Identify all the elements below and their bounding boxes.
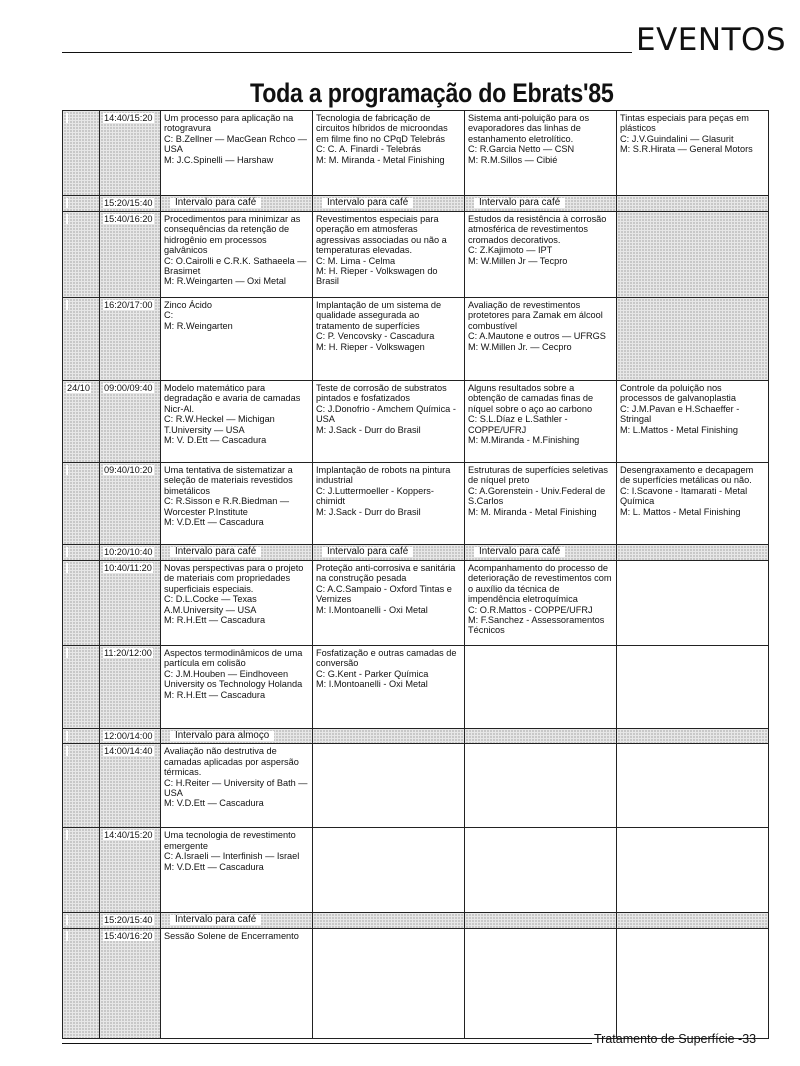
session-title: Sistema anti-poluição para os evaporadores das linhas de estanhamento eletrolítico.: [468, 113, 590, 144]
date-label: 24/10: [67, 383, 90, 393]
date-cell: [63, 913, 100, 928]
section-rule: [62, 52, 632, 53]
break-label: Intervalo para café: [474, 198, 565, 208]
session-moderator: M: R.Weingarten — Oxi Metal: [164, 276, 286, 287]
session-moderator: M: W.Millen Jr. — Cecpro: [468, 341, 572, 352]
break-cell: [617, 196, 769, 212]
session-cell: [617, 928, 769, 1038]
session-title: Teste de corrosão de substratos pintados e fosfatizados: [316, 383, 447, 404]
session-cell: [465, 646, 617, 729]
break-cell: [313, 729, 465, 744]
break-row: [63, 545, 769, 561]
session-cell: [161, 828, 313, 913]
session-cell: [617, 828, 769, 913]
time-slot: 15:20/15:40: [104, 915, 153, 926]
session-cell: [465, 463, 617, 545]
time-slot: 15:40/16:20: [104, 930, 153, 941]
session-speaker: C: O.R.Mattos - COPPE/UFRJ: [468, 604, 593, 615]
session-title: Implantação de robots na pintura industrial: [316, 465, 451, 486]
session-cell: [161, 381, 313, 463]
session-moderator: M: V.D.Ett — Cascadura: [164, 517, 264, 528]
session-moderator: M: J.Sack - Durr do Brasil: [316, 424, 421, 435]
time-cell: [100, 545, 161, 561]
session-title: Zinco Ácido: [164, 300, 213, 310]
date-label: [66, 746, 68, 756]
session-speaker: C: G.Kent - Parker Química: [316, 668, 429, 679]
session-cell: [465, 111, 617, 196]
session-speaker: C: I.Scavone - Itamarati - Metal Química: [620, 485, 748, 507]
session-cell: [465, 561, 617, 646]
session-cell: [161, 298, 313, 381]
break-label: Intervalo para almoço: [170, 731, 274, 741]
session-title: Avaliação não destrutiva de camadas aplicadas por aspersão térmicas.: [164, 746, 299, 778]
session-title: Acompanhamento do processo de deterioração de revestimentos com o auxílio da técnica de impendência eletroquímica: [468, 563, 612, 605]
session-speaker: C: J.M.Houben — Eindhoveen University os Technology Holanda: [164, 668, 303, 690]
session-speaker: C: A.Gorenstein - Univ.Federal de S.Carlos: [468, 485, 606, 507]
session-cell: [617, 646, 769, 729]
session-row: [63, 463, 769, 545]
date-label: [66, 648, 68, 658]
session-moderator: M: V.D.Ett — Cascadura: [164, 861, 264, 872]
session-cell: [313, 298, 465, 381]
session-cell: [313, 111, 465, 196]
date-label: [66, 198, 68, 208]
session-speaker: C: R.Garcia Netto — CSN: [468, 144, 575, 155]
date-label: [66, 465, 68, 475]
session-moderator: M: R.M.Sillos — Cibié: [468, 154, 558, 165]
time-cell: [100, 928, 161, 1038]
session-title: Avaliação de revestimentos protetores para Zamak em álcool combustível: [468, 300, 603, 331]
break-label: Intervalo para café: [474, 547, 565, 557]
session-speaker: C: O.Cairolli e C.R.K. Sathaeela — Brasimet: [164, 255, 307, 277]
time-slot: 14:00/14:40: [104, 746, 153, 757]
date-cell: [63, 561, 100, 646]
time-slot: 15:40/16:20: [104, 214, 153, 224]
session-title: Alguns resultados sobre a obtenção de camadas finas de níquel sobre o aço ao carbono: [468, 383, 594, 414]
time-cell: [100, 463, 161, 545]
session-title: Desengraxamento e decapagem de superfícies metálicas ou não.: [620, 465, 754, 486]
date-cell: [63, 196, 100, 212]
session-speaker: C: Z.Kajimoto — IPT: [468, 245, 553, 256]
session-cell: [313, 381, 465, 463]
date-cell: [63, 463, 100, 545]
break-row: [63, 729, 769, 744]
session-cell: [465, 381, 617, 463]
date-cell: [63, 928, 100, 1038]
session-speaker: C: J.M.Pavan e H.Schaeffer - Stringal: [620, 403, 740, 425]
session-speaker: C: R.Sisson e R.R.Biedman — Worcester P.Institute: [164, 496, 290, 517]
date-label: [66, 113, 68, 123]
date-label: [66, 931, 68, 941]
date-cell: [63, 381, 100, 463]
break-cell: [313, 196, 465, 212]
date-cell: [63, 212, 100, 298]
section-title: EVENTOS: [636, 22, 787, 58]
break-row: [63, 913, 769, 928]
break-cell: [161, 196, 313, 212]
session-cell: [161, 561, 313, 646]
session-cell: [161, 928, 313, 1038]
time-cell: [100, 913, 161, 928]
session-moderator: M: I.Montoanelli - Oxi Metal: [316, 679, 428, 690]
time-slot: 16:20/17:00: [104, 300, 153, 310]
time-slot: 10:40/11:20: [104, 563, 152, 573]
session-speaker: C: A.Mautone e outros — UFRGS: [468, 331, 606, 342]
session-moderator: M: M.Miranda - M.Finishing: [468, 435, 580, 446]
session-speaker: C: S.L.Díaz e L.Sathler - COPPE/UFRJ: [468, 414, 568, 435]
session-title: Procedimentos para minimizar as consequências da retenção de hidrogênio em processos galvânicos: [164, 214, 301, 256]
time-cell: [100, 729, 161, 744]
time-cell: [100, 646, 161, 729]
session-title: Um processo para aplicação na rotogravura: [164, 113, 294, 134]
time-slot: 15:20/15:40: [104, 198, 153, 208]
break-label: Intervalo para café: [322, 198, 413, 208]
session-row: [63, 298, 769, 381]
date-label: [66, 214, 68, 224]
session-title: Uma tecnologia de revestimento emergente: [164, 830, 296, 851]
session-row: [63, 111, 769, 196]
session-cell: [465, 212, 617, 298]
session-moderator: M: R.H.Ett — Cascadura: [164, 689, 266, 700]
break-cell: [465, 913, 617, 928]
time-cell: [100, 196, 161, 212]
session-title: Controle da poluição nos processos de galvanoplastia: [620, 383, 736, 404]
session-title: Estudos da resistência à corrosão atmosférica de revestimentos cromados decorativos.: [468, 214, 607, 245]
session-row: [63, 381, 769, 463]
break-label: Intervalo para café: [170, 198, 261, 208]
date-cell: [63, 729, 100, 744]
session-speaker: C: D.L.Cocke — Texas A.M.University — USA: [164, 594, 257, 615]
break-cell: [313, 913, 465, 928]
session-speaker: C: H.Reiter — University of Bath — USA: [164, 777, 308, 799]
time-slot: 12:00/14:00: [104, 731, 153, 741]
break-cell: [465, 545, 617, 561]
session-row: [63, 828, 769, 913]
session-cell: [313, 212, 465, 298]
session-speaker: C:: [164, 310, 174, 321]
session-title: Modelo matemático para degradação e avaria de camadas Nicr-Al.: [164, 383, 301, 414]
session-cell: [465, 828, 617, 913]
session-title: Uma tentativa de sistematizar a seleção de materiais revestidos bimetálicos: [164, 465, 293, 496]
session-speaker: C: C. A. Finardi - Telebrás: [316, 144, 422, 155]
date-label: [66, 830, 68, 840]
break-cell: [161, 545, 313, 561]
time-slot: 11:20/12:00: [104, 648, 152, 658]
break-cell: [313, 545, 465, 561]
session-moderator: M: M. Miranda - Metal Finishing: [316, 154, 445, 165]
session-moderator: M: L. Mattos - Metal Finishing: [620, 506, 741, 517]
session-cell: [617, 744, 769, 828]
session-title: Estruturas de superfícies seletivas de níquel preto: [468, 465, 608, 486]
date-cell: [63, 744, 100, 828]
time-slot: 09:40/10:20: [104, 465, 153, 475]
date-label: [66, 563, 68, 573]
time-slot: 14:40/15:20: [104, 113, 153, 123]
time-slot: 10:20/10:40: [104, 547, 153, 557]
session-row: [63, 744, 769, 828]
break-row: [63, 196, 769, 212]
session-cell: [617, 111, 769, 196]
session-moderator: M: I.Montoanelli - Oxi Metal: [316, 604, 428, 615]
session-cell: [617, 561, 769, 646]
break-cell: [465, 729, 617, 744]
break-label: Intervalo para café: [170, 547, 261, 557]
session-moderator: M: W.Millen Jr — Tecpro: [468, 255, 568, 266]
date-cell: [63, 298, 100, 381]
schedule-body: [63, 111, 769, 1039]
session-moderator: M: H. Rieper - Volkswagen: [316, 341, 425, 352]
session-speaker: C: A.C.Sampaio - Oxford Tintas e Vernizes: [316, 583, 452, 605]
time-cell: [100, 561, 161, 646]
footer-rule: [62, 1043, 592, 1044]
session-cell: [465, 298, 617, 381]
date-cell: [63, 646, 100, 729]
break-label: Intervalo para café: [322, 547, 413, 557]
time-cell: [100, 111, 161, 196]
session-cell: [617, 381, 769, 463]
time-slot: 09:00/09:40: [104, 383, 153, 393]
date-cell: [63, 111, 100, 196]
session-row: [63, 928, 769, 1038]
session-speaker: C: A.Israeli — Interfinish — Israel: [164, 851, 300, 862]
break-cell: [617, 729, 769, 744]
session-speaker: C: R.W.Heckel — Michigan T.University — USA: [164, 414, 275, 435]
session-moderator: M: R.H.Ett — Cascadura: [164, 615, 266, 626]
session-cell: [617, 298, 769, 381]
session-title: Proteção anti-corrosiva e sanitária na construção pesada: [316, 563, 456, 584]
schedule-table: [62, 110, 769, 1039]
session-title: Novas perspectivas para o projeto de materiais com propriedades superficiais especiais.: [164, 563, 304, 594]
session-speaker: C: J.Donofrio - Amchem Química - USA: [316, 403, 456, 425]
session-cell: [313, 646, 465, 729]
session-title: Implantação de um sistema de qualidade assegurada ao tratamento de superfícies: [316, 300, 442, 331]
session-moderator: M: M. Miranda - Metal Finishing: [468, 506, 597, 517]
session-speaker: C: M. Lima - Celma: [316, 255, 396, 266]
session-cell: [465, 744, 617, 828]
session-moderator: M: V.D.Ett — Cascadura: [164, 798, 264, 809]
date-cell: [63, 545, 100, 561]
time-cell: [100, 212, 161, 298]
break-cell: [617, 913, 769, 928]
session-moderator: M: S.R.Hirata — General Motors: [620, 144, 753, 155]
session-cell: [465, 928, 617, 1038]
break-label: Intervalo para café: [170, 915, 261, 925]
break-cell: [465, 196, 617, 212]
page-title: Toda a programação do Ebrats'85: [250, 78, 614, 108]
session-cell: [313, 744, 465, 828]
session-cell: [313, 828, 465, 913]
session-title: Tintas especiais para peças em plásticos: [620, 113, 749, 134]
session-moderator: M: V. D.Ett — Cascadura: [164, 435, 267, 446]
session-title: Revestimentos especiais para operação em atmosferas agressivas associadas ou não a temperaturas elevadas.: [316, 214, 447, 256]
session-title: Aspectos termodinâmicos de uma partícula em colisão: [164, 648, 303, 669]
page-footer: Tratamento de Superfície -33: [594, 1032, 757, 1046]
date-label: [66, 547, 68, 557]
session-cell: [161, 111, 313, 196]
session-cell: [313, 561, 465, 646]
date-label: [66, 300, 68, 310]
session-speaker: C: P. Vencovsky - Cascadura: [316, 331, 435, 342]
session-speaker: C: B.Zellner — MacGean Rchco — USA: [164, 133, 307, 155]
session-row: [63, 561, 769, 646]
session-title: Fosfatização e outras camadas de conversão: [316, 648, 457, 669]
break-cell: [617, 545, 769, 561]
time-slot: 14:40/15:20: [104, 830, 153, 841]
session-row: [63, 646, 769, 729]
time-cell: [100, 744, 161, 828]
session-title: Tecnologia de fabricação de circuitos híbridos de microondas em filme fino no CPqD Telebrás: [316, 113, 448, 144]
date-label: [66, 915, 68, 925]
session-moderator: M: J.Sack - Durr do Brasil: [316, 506, 421, 517]
session-moderator: M: L.Mattos - Metal Finishing: [620, 424, 738, 435]
session-cell: [161, 212, 313, 298]
break-cell: [161, 913, 313, 928]
time-cell: [100, 381, 161, 463]
session-moderator: M: F.Sanchez - Assessoramentos Técnicos: [468, 615, 605, 636]
date-cell: [63, 828, 100, 913]
time-cell: [100, 828, 161, 913]
session-cell: [161, 463, 313, 545]
session-cell: [313, 463, 465, 545]
break-cell: [161, 729, 313, 744]
session-speaker: C: J.Luttermoeller - Koppers-chimidt: [316, 485, 434, 507]
session-cell: [313, 928, 465, 1038]
session-cell: [617, 212, 769, 298]
session-moderator: M: R.Weingarten: [164, 320, 233, 331]
session-moderator: M: J.C.Spinelli — Harshaw: [164, 154, 274, 165]
session-row: [63, 212, 769, 298]
session-cell: [161, 646, 313, 729]
session-speaker: C: J.V.Guindalini — Glasurit: [620, 133, 734, 144]
date-label: [66, 731, 68, 741]
session-cell: [617, 463, 769, 545]
session-moderator: M: H. Rieper - Volkswagen do Brasil: [316, 266, 438, 287]
session-cell: [161, 744, 313, 828]
time-cell: [100, 298, 161, 381]
session-title: Sessão Solene de Encerramento: [164, 930, 299, 941]
